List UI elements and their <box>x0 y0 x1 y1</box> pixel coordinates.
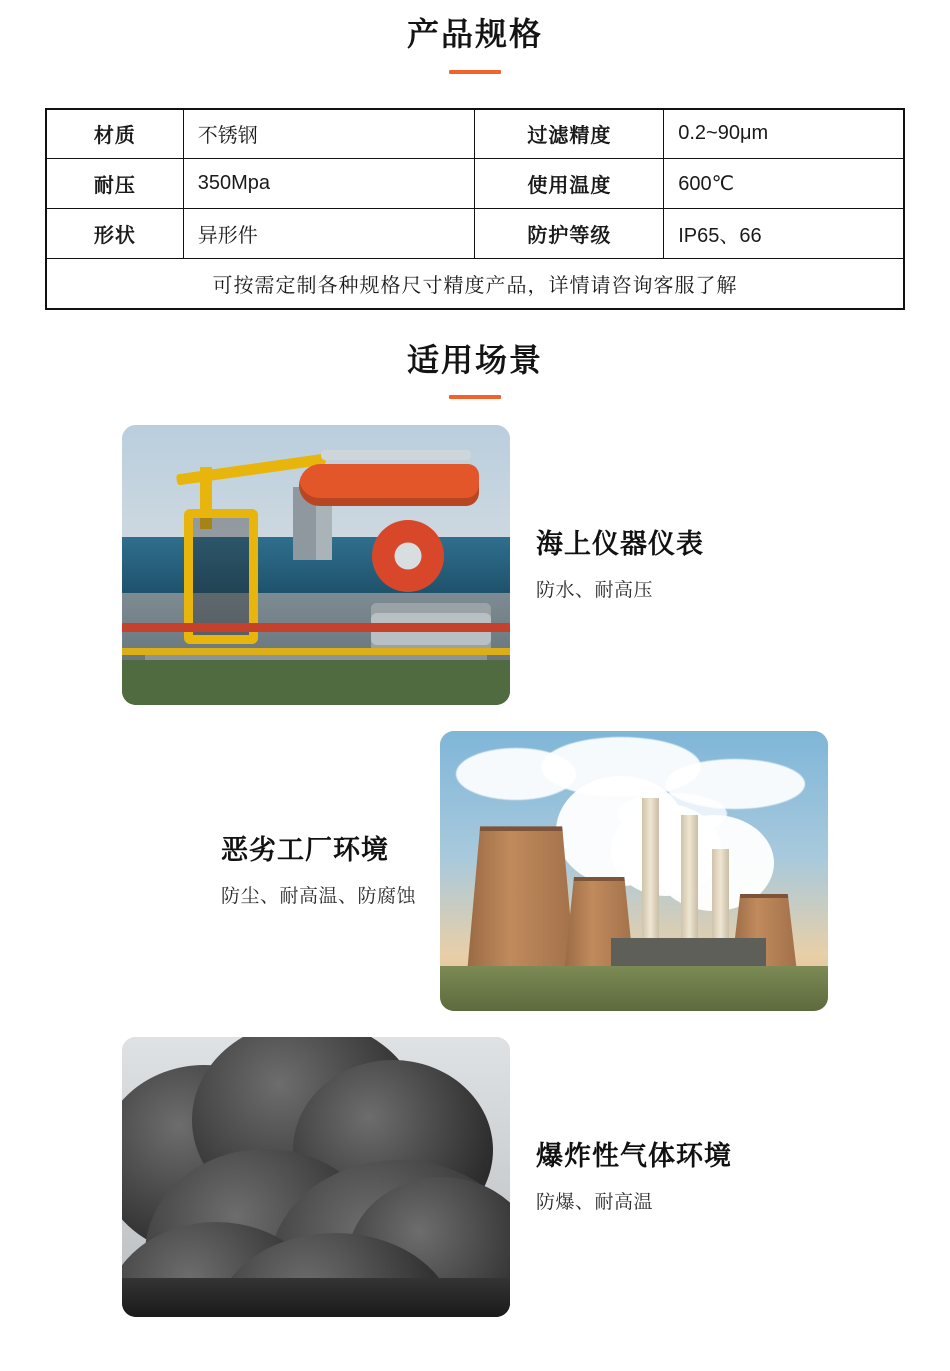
spec-value: 异形件 <box>183 209 475 259</box>
product-spec-table <box>45 108 905 310</box>
table-row <box>46 109 904 159</box>
spec-table-wrapper <box>45 108 905 310</box>
power-plant-cooling-towers-photo <box>440 731 828 1011</box>
spec-key: 过滤精度 <box>475 109 664 159</box>
scene-title-underline <box>449 395 501 399</box>
scene-caption <box>510 1140 732 1213</box>
scene-subtitle: 防水、耐高压 <box>536 579 654 601</box>
list-item <box>0 425 950 705</box>
scene-subtitle: 防尘、耐高温、防腐蚀 <box>220 885 416 907</box>
scene-title: 爆炸性气体环境 <box>536 1141 732 1172</box>
list-item <box>0 1037 950 1317</box>
spec-note: 可按需定制各种规格尺寸精度产品，详情请咨询客服了解 <box>46 259 904 309</box>
spec-key: 耐压 <box>46 159 183 209</box>
spec-title-underline <box>449 70 501 74</box>
list-item <box>0 731 950 1011</box>
scene-section-header <box>0 310 950 400</box>
spec-key: 形状 <box>46 209 183 259</box>
spec-key: 材质 <box>46 109 183 159</box>
spec-key: 防护等级 <box>475 209 664 259</box>
spec-key: 使用温度 <box>475 159 664 209</box>
spec-value: IP65、66 <box>664 209 904 259</box>
spec-value: 0.2~90μm <box>664 109 904 159</box>
scene-section-title: 适用场景 <box>406 341 543 378</box>
scene-title: 海上仪器仪表 <box>536 529 704 560</box>
scene-subtitle: 防爆、耐高温 <box>536 1191 654 1213</box>
table-row <box>46 209 904 259</box>
offshore-platform-illustration <box>122 425 510 705</box>
spec-value: 600℃ <box>664 159 904 209</box>
spec-section-header <box>0 0 950 74</box>
scene-caption <box>510 528 704 601</box>
cooling-towers-illustration <box>440 731 828 1011</box>
table-row <box>46 159 904 209</box>
spec-value: 不锈钢 <box>183 109 475 159</box>
scene-caption <box>221 834 440 907</box>
spec-section-title: 产品规格 <box>406 16 543 52</box>
scene-title: 恶劣工厂环境 <box>220 835 389 866</box>
table-row <box>46 259 904 309</box>
explosion-black-smoke-photo <box>122 1037 510 1317</box>
offshore-platform-photo <box>122 425 510 705</box>
black-smoke-illustration <box>122 1037 510 1317</box>
spec-value: 350Mpa <box>183 159 475 209</box>
scene-list <box>0 425 950 1317</box>
